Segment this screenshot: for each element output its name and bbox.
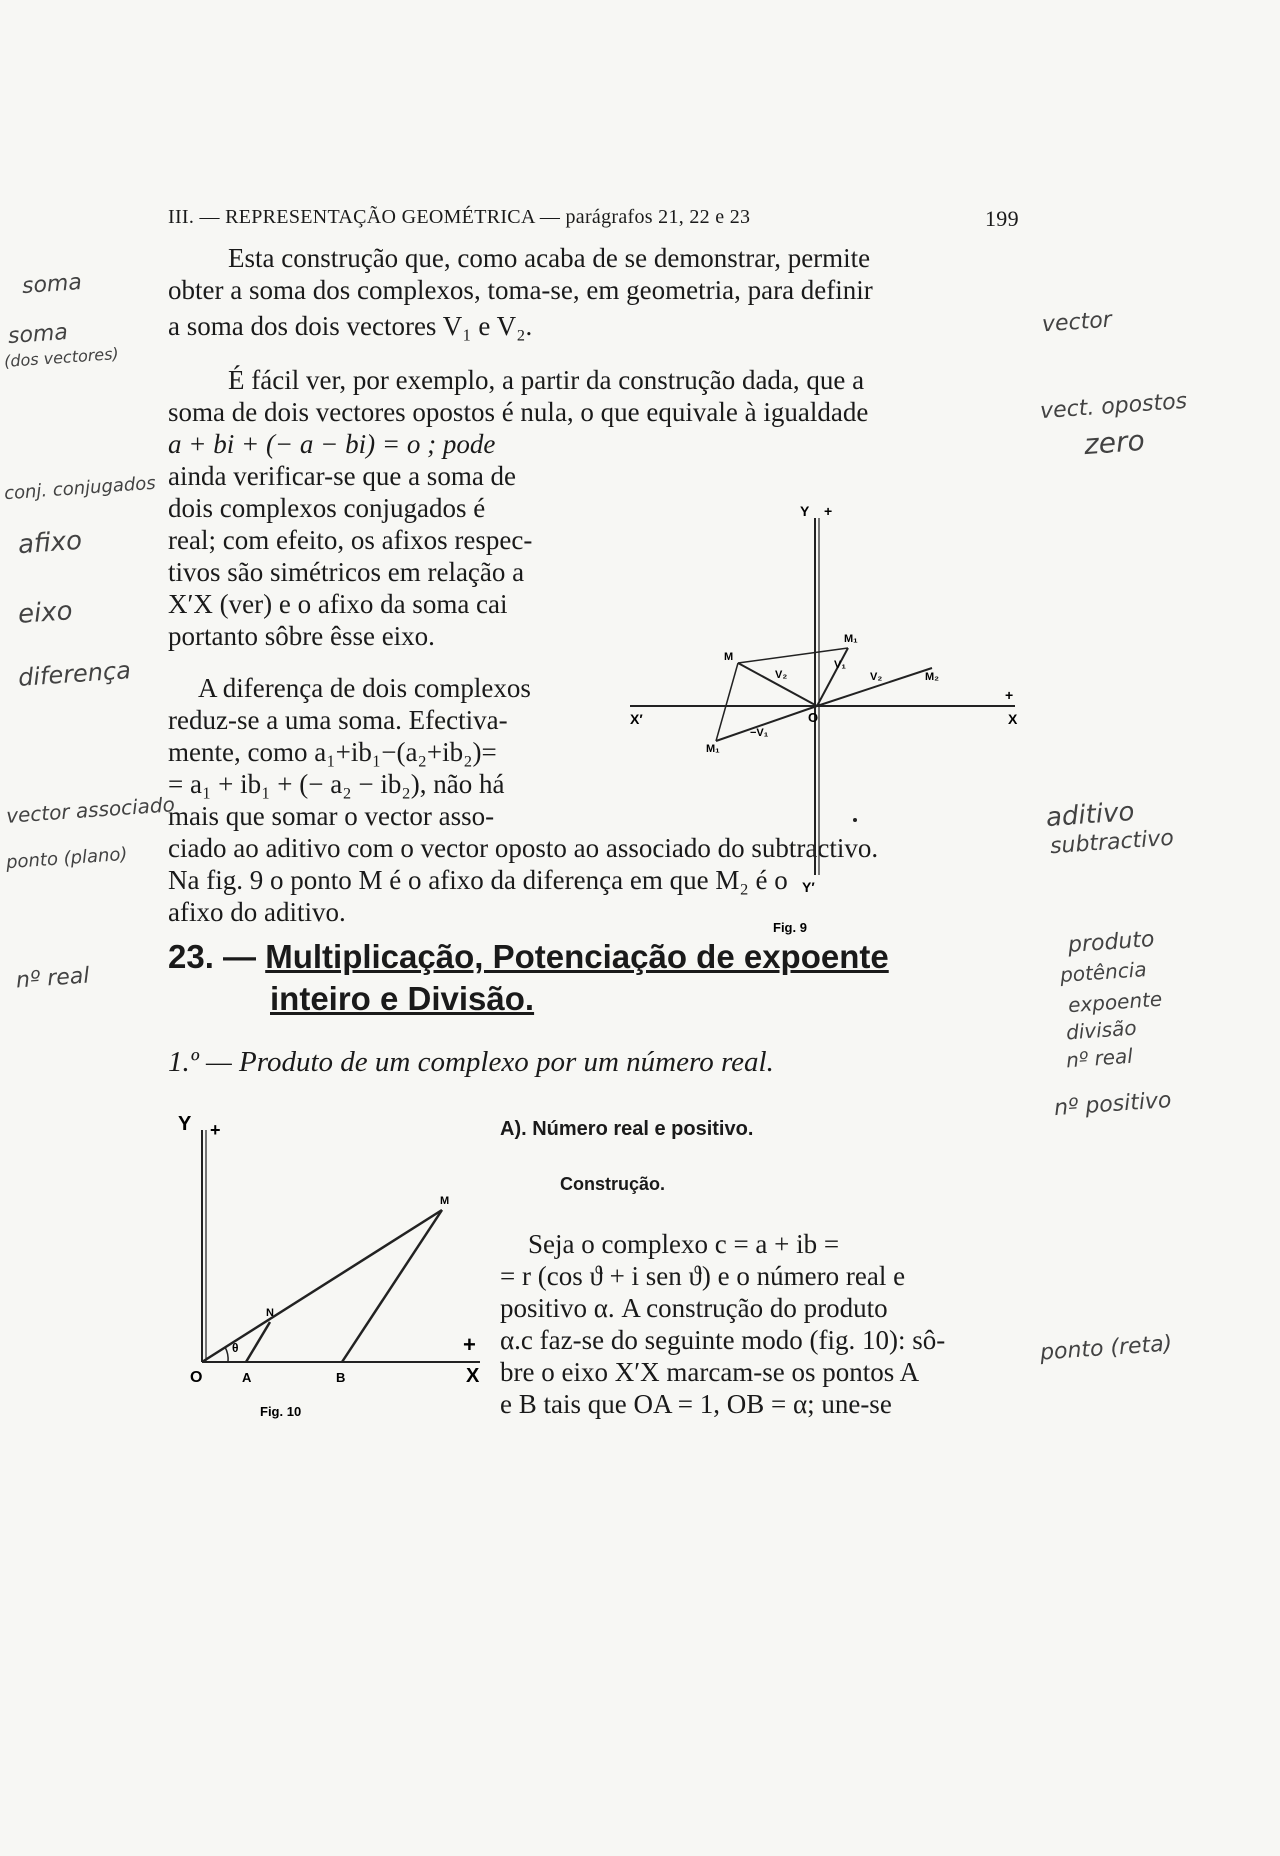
subsection-title: 1.º — Produto de um complexo por um número real. <box>168 1046 774 1078</box>
margin-note-potencia: potência <box>1059 957 1148 987</box>
para3-line7: Na fig. 9 o ponto M é o afixo da diferença em que M₂ é o <box>168 865 788 895</box>
fig9-mv-label: −V₁ <box>750 727 769 739</box>
vector-om-line <box>202 1210 442 1362</box>
part-a-title: A). Número real e positivo. <box>500 1118 754 1140</box>
para2-line1: É fácil ver, por exemplo, a partir da construção dada, que a <box>228 365 865 395</box>
para4-line5: bre o eixo X′X marcam-se os pontos A <box>500 1357 920 1387</box>
fig9-v2-label: V₂ <box>870 671 883 683</box>
para3-line1: A diferença de dois complexos <box>198 673 531 703</box>
fig9-yp-label: Y′ <box>802 879 815 895</box>
para2-line7: tivos são simétricos em relação a <box>168 557 525 587</box>
margin-note-divisao: divisão <box>1065 1015 1138 1045</box>
margin-note-nreal-left: nº real <box>15 963 91 994</box>
para1-line2: obter a soma dos complexos, toma-se, em geometria, para definir <box>168 275 873 305</box>
fig9-m1-label: M₁ <box>844 633 858 645</box>
para3-line2: reduz-se a uma soma. Efectiva- <box>168 705 508 735</box>
margin-note-subtractivo: subtractivo <box>1049 825 1175 860</box>
margin-note-eixo: eixo <box>17 596 74 630</box>
para4-line2: = r (cos ϑ + i sen ϑ) e o número real e <box>500 1261 906 1291</box>
para3-line5: mais que somar o vector asso- <box>168 801 495 831</box>
margin-note-afixo: afixo <box>17 525 83 561</box>
para4-line6: e B tais que OA = 1, OB = α; une-se <box>500 1389 892 1419</box>
fig10-y-label: Y <box>178 1113 192 1135</box>
fig9-neg-label: M₁ <box>706 743 720 755</box>
section-title-line2: inteiro e Divisão. <box>270 980 535 1017</box>
margin-note-soma-2: soma <box>7 319 69 350</box>
margin-note-npositivo: nº positivo <box>1053 1087 1173 1122</box>
fig9-plus-x: + <box>1005 687 1014 703</box>
fig10-theta-label: θ <box>232 1341 239 1355</box>
section-heading <box>168 938 889 976</box>
construcao-label: Construção. <box>560 1174 666 1194</box>
section-dash: — <box>223 938 257 975</box>
figure-10 <box>170 1100 490 1420</box>
segment-bm-line <box>342 1210 442 1362</box>
para2-line9: portanto sôbre êsse eixo. <box>168 621 435 651</box>
para2-line5: dois complexos conjugados é <box>168 493 486 523</box>
para2-line2: soma de dois vectores opostos é nula, o que equivale à igualdade <box>168 397 869 427</box>
fig9-o-label: O <box>808 710 819 725</box>
fig9-y-label: Y <box>800 503 810 519</box>
fig9-caption: Fig. 9 <box>773 920 807 935</box>
fig10-plus-y: + <box>210 1120 221 1140</box>
margin-note-conjugados: conj. conjugados <box>3 472 157 505</box>
para1-line3: a soma dos dois vectores V₁ e V₂. <box>168 311 533 341</box>
fig9-plus-y: + <box>824 503 833 519</box>
fig10-plus-x: + <box>463 1332 476 1357</box>
para3-line3: mente, como a₁+ib₁−(a₂+ib₂)= <box>168 737 497 767</box>
margin-note-soma-1: soma <box>21 269 83 300</box>
fig10-caption: Fig. 10 <box>260 1404 302 1419</box>
para1-line1: Esta construção que, como acaba de se demonstrar, permite <box>228 243 871 273</box>
para3-line6: ciado ao aditivo com o vector oposto ao associado do subtractivo. <box>168 833 879 863</box>
fig9-m-label: M <box>724 651 734 663</box>
para2-line8: X′X (ver) e o afixo da soma cai <box>168 589 508 619</box>
fig10-n-label: N <box>266 1307 274 1319</box>
section-number: 23. <box>168 938 214 975</box>
para4-line3: positivo α. A construção do produto <box>500 1293 888 1323</box>
para3-line4: = a₁ + ib₁ + (− a₂ − ib₂), não há <box>168 769 505 799</box>
fig10-a-label: A <box>242 1370 252 1385</box>
margin-note-ponto-reta: ponto (reta) <box>1039 1331 1174 1366</box>
margin-note-diferenca: diferença <box>17 656 132 692</box>
para3-line8: afixo do aditivo. <box>168 897 346 927</box>
margin-note-vector: vector <box>1041 307 1113 338</box>
margin-note-ponto-plano: ponto (plano) <box>5 843 129 874</box>
para2-line3: a + bi + (− a − bi) = o ; pode <box>168 429 496 459</box>
fig9-xp-label: X′ <box>630 711 643 727</box>
margin-note-dos-vectores: (dos vectores) <box>3 344 120 371</box>
para2-line4: ainda verificar-se que a soma de <box>168 461 517 491</box>
fig10-o-label: O <box>190 1369 203 1386</box>
margin-note-produto: produto <box>1067 927 1156 958</box>
section-title-line1: Multiplicação, Potenciação de expoente <box>265 938 889 975</box>
margin-note-vect-opostos: vect. opostos <box>1039 388 1188 425</box>
para2-line6: real; com efeito, os afixos respec- <box>168 525 533 555</box>
fig10-b-label: B <box>336 1370 346 1385</box>
running-title: III. — REPRESENTAÇÃO GEOMÉTRICA — parágrafos 21, 22 e 23 <box>168 206 751 228</box>
fig9-x-label: X <box>1008 711 1018 727</box>
fig10-m-label: M <box>440 1195 450 1207</box>
fig10-x-label: X <box>466 1365 480 1387</box>
margin-note-zero: zero <box>1082 423 1146 462</box>
margin-note-vector-associado: vector associado <box>5 792 176 828</box>
fig9-v1-label: V₁ <box>834 659 846 671</box>
para4-line1: Seja o complexo c = a + ib = <box>528 1229 840 1259</box>
fig9-m2-label: M₂ <box>925 671 940 683</box>
margin-note-expoente: expoente <box>1067 986 1163 1018</box>
figure-9 <box>620 500 1040 950</box>
fig9-v-label: V₂ <box>775 669 788 681</box>
page-number: 199 <box>985 206 1019 231</box>
margin-note-nreal-right: nº real <box>1065 1043 1134 1073</box>
para4-line4: α.c faz-se do seguinte modo (fig. 10): sô- <box>500 1325 946 1355</box>
margin-note-aditivo: aditivo <box>1045 796 1136 834</box>
